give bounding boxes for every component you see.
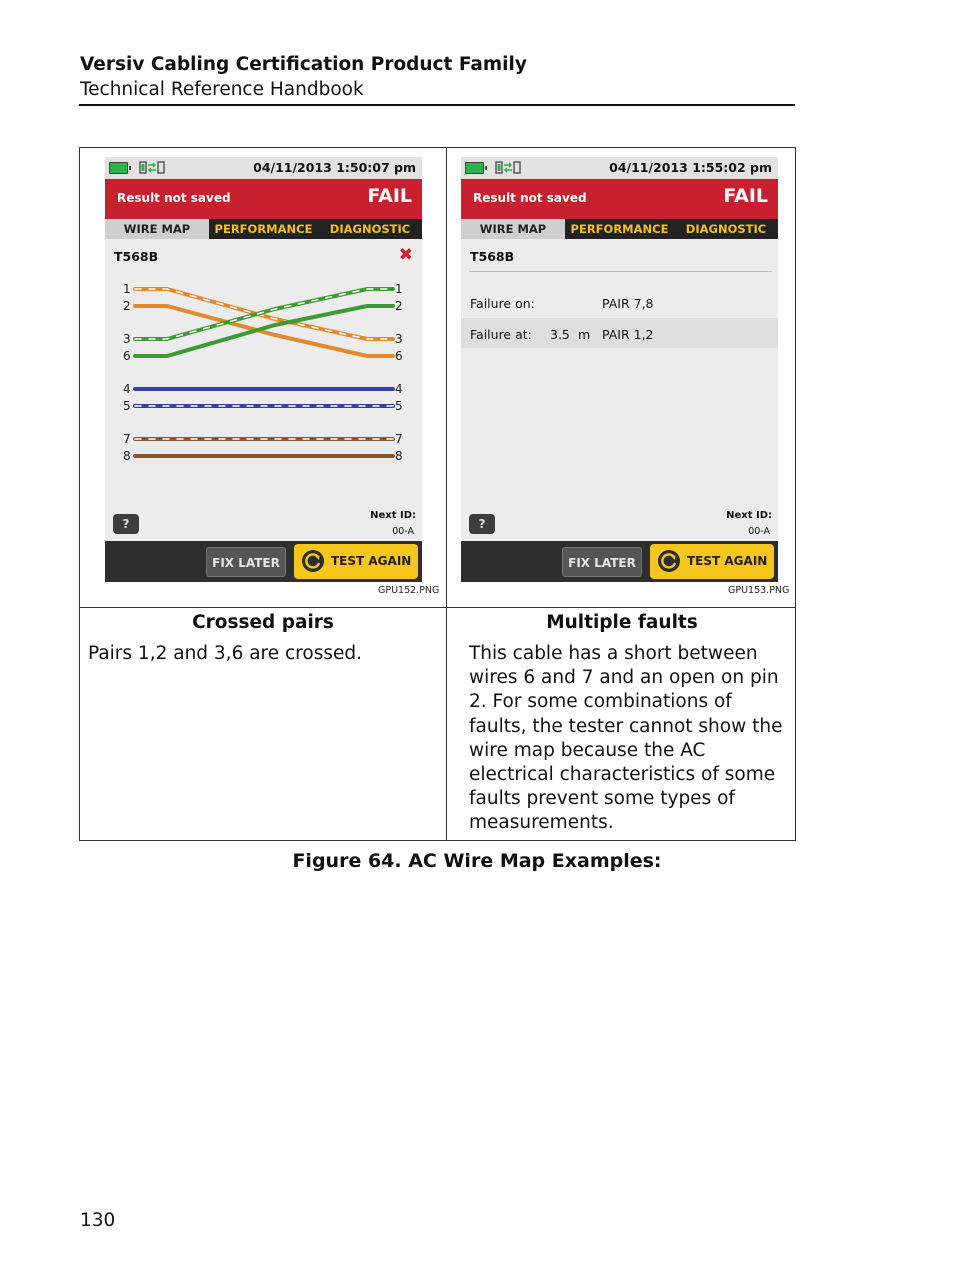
- failure-on-value: PAIR 7,8: [602, 296, 654, 311]
- fail-x-icon: ✖: [398, 245, 413, 265]
- tab-diagnostic[interactable]: DIAGNOSTIC: [329, 222, 411, 236]
- caption-title-crossed-pairs: Crossed pairs: [192, 612, 334, 633]
- wire-map-diagram: [105, 279, 422, 479]
- tab-bar: [105, 219, 422, 239]
- wiring-standard: T568B: [470, 249, 515, 264]
- table-divider-vertical: [446, 148, 447, 840]
- result-status: Result not saved: [117, 191, 231, 205]
- test-again-label: TEST AGAIN: [687, 554, 768, 568]
- table-divider-horizontal: [80, 607, 795, 608]
- pin-label-right-4: 4: [395, 382, 403, 396]
- header-title: Versiv Cabling Certification Product Family: [80, 54, 527, 75]
- pin-label-right-8: 8: [395, 449, 403, 463]
- tester-screen-multiple-faults: [461, 157, 778, 582]
- refresh-icon: [301, 549, 325, 573]
- datetime: 04/11/2013 1:50:07 pm: [253, 160, 416, 175]
- tab-bar: [461, 219, 778, 239]
- screenshot-filename-left: GPU152.PNG: [378, 585, 440, 596]
- pin-label-right-7: 7: [395, 432, 403, 446]
- pin-label-left-5: 5: [123, 399, 131, 413]
- button-bar: [105, 541, 422, 582]
- refresh-icon: [657, 549, 681, 573]
- header-subtitle: Technical Reference Handbook: [80, 79, 364, 100]
- connection-icon: [139, 160, 165, 175]
- caption-title-multiple-faults: Multiple faults: [546, 612, 698, 633]
- fix-later-button[interactable]: FIX LATER: [206, 547, 286, 577]
- tab-wire-map[interactable]: WIRE MAP: [461, 219, 565, 239]
- pin-label-left-3: 3: [123, 332, 131, 346]
- figure-table: [79, 147, 796, 841]
- caption-body-multiple-faults: This cable has a short between wires 6 and 7 and an open on pin 2. For some combinations of faults, the tester cannot show the wire map because the AC electrical characteristics of some faults prevent some types of measurements.: [469, 643, 783, 834]
- fix-later-button[interactable]: FIX LATER: [562, 547, 642, 577]
- status-bar: [461, 157, 778, 179]
- next-id-value: 00-A: [392, 526, 414, 537]
- failure-at-distance: 3.5: [550, 327, 570, 342]
- tab-performance[interactable]: PERFORMANCE: [214, 222, 313, 236]
- failure-at-label: Failure at:: [470, 327, 532, 342]
- page-number: 130: [80, 1210, 116, 1231]
- result-status: Result not saved: [473, 191, 587, 205]
- failure-at-unit: m: [578, 327, 591, 342]
- battery-icon: [465, 162, 484, 174]
- pin-label-left-2: 2: [123, 299, 131, 313]
- failure-at-value: PAIR 1,2: [602, 327, 654, 342]
- help-button[interactable]: ?: [469, 514, 495, 534]
- connection-icon: [495, 160, 521, 175]
- pin-label-left-4: 4: [123, 382, 131, 396]
- test-again-button[interactable]: [294, 544, 418, 579]
- button-bar: [461, 541, 778, 582]
- pin-label-right-1: 1: [395, 282, 403, 296]
- pin-label-left-7: 7: [123, 432, 131, 446]
- result-banner: [105, 179, 422, 219]
- next-id-label: Next ID:: [726, 510, 772, 521]
- result-banner: [461, 179, 778, 219]
- tester-screen-crossed-pairs: [105, 157, 422, 582]
- pin-label-left-8: 8: [123, 449, 131, 463]
- verdict: FAIL: [367, 185, 412, 207]
- screenshot-filename-right: GPU153.PNG: [728, 585, 790, 596]
- pin-label-left-1: 1: [123, 282, 131, 296]
- pin-label-left-6: 6: [123, 349, 131, 363]
- status-bar: [105, 157, 422, 179]
- header-rule: [79, 104, 795, 106]
- next-id-value: 00-A: [748, 526, 770, 537]
- pin-label-right-3: 3: [395, 332, 403, 346]
- help-button[interactable]: ?: [113, 514, 139, 534]
- figure-caption: Figure 64. AC Wire Map Examples:: [292, 850, 662, 872]
- wiring-standard: T568B: [114, 249, 159, 264]
- caption-body-crossed-pairs: Pairs 1,2 and 3,6 are crossed.: [88, 643, 362, 664]
- tab-wire-map[interactable]: WIRE MAP: [105, 219, 209, 239]
- pin-label-right-5: 5: [395, 399, 403, 413]
- next-id-label: Next ID:: [370, 510, 416, 521]
- verdict: FAIL: [723, 185, 768, 207]
- tab-performance[interactable]: PERFORMANCE: [570, 222, 669, 236]
- failure-on-label: Failure on:: [470, 296, 535, 311]
- test-again-button[interactable]: [650, 544, 774, 579]
- standard-rule: [469, 271, 772, 272]
- battery-icon: [109, 162, 128, 174]
- datetime: 04/11/2013 1:55:02 pm: [609, 160, 772, 175]
- pin-label-right-6: 6: [395, 349, 403, 363]
- tab-diagnostic[interactable]: DIAGNOSTIC: [685, 222, 767, 236]
- test-again-label: TEST AGAIN: [331, 554, 412, 568]
- pin-label-right-2: 2: [395, 299, 403, 313]
